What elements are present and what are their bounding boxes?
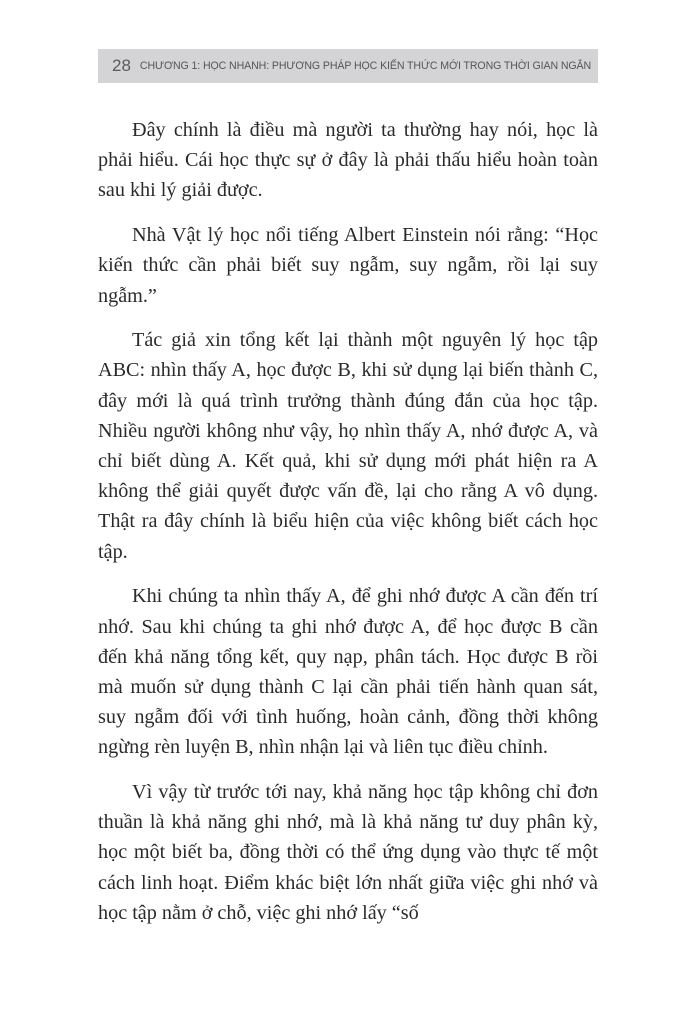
running-header xyxy=(98,49,598,83)
paragraph: Khi chúng ta nhìn thấy A, để ghi nhớ được A cần đến trí nhớ. Sau khi chúng ta ghi nhớ được A, để học được B cần đến khả năng tổng kết, quy nạp, phân tách. Học được B rồi mà muốn sử dụng thành C lại cần phải tiến hành quan sát, suy ngẫm đối với tình huống, hoàn cảnh, đồng thời không ngừng rèn luyện B, nhìn nhận lại và liên tục điều chỉnh. xyxy=(98,585,598,759)
paragraph: Đây chính là điều mà người ta thường hay nói, học là phải hiểu. Cái học thực sự ở đây là phải thấu hiểu hoàn toàn sau khi lý giải được. xyxy=(98,119,598,202)
chapter-title: CHƯƠNG 1: HỌC NHANH: PHƯƠNG PHÁP HỌC KIẾN THỨC MỚI TRONG THỜI GIAN NGẮN xyxy=(139,60,592,72)
page-number: 28 xyxy=(112,56,131,75)
paragraph: Vì vậy từ trước tới nay, khả năng học tập không chỉ đơn thuần là khả năng ghi nhớ, mà là khả năng tư duy phân kỳ, học một biết ba, đồng thời có thể ứng dụng vào thực tế một cách linh hoạt. Điểm khác biệt lớn nhất giữa việc ghi nhớ và học tập nằm ở chỗ, việc ghi nhớ lấy “số xyxy=(98,781,598,924)
paragraph: Nhà Vật lý học nổi tiếng Albert Einstein nói rằng: “Học kiến thức cần phải biết suy ngẫm, suy ngẫm, rồi lại suy ngẫm.” xyxy=(98,224,598,307)
body-text xyxy=(98,115,598,928)
paragraph: Tác giả xin tổng kết lại thành một nguyên lý học tập ABC: nhìn thấy A, học được B, khi sử dụng lại biến thành C, đây mới là quá trình trưởng thành đúng đắn của học tập. Nhiều người không như vậy, họ nhìn thấy A, nhớ được A, và chỉ biết dùng A. Kết quả, khi sử dụng mới phát hiện ra A không thể giải quyết được vấn đề, lại cho rằng A vô dụng. Thật ra đây chính là biểu hiện của việc không biết cách học tập. xyxy=(98,329,598,563)
